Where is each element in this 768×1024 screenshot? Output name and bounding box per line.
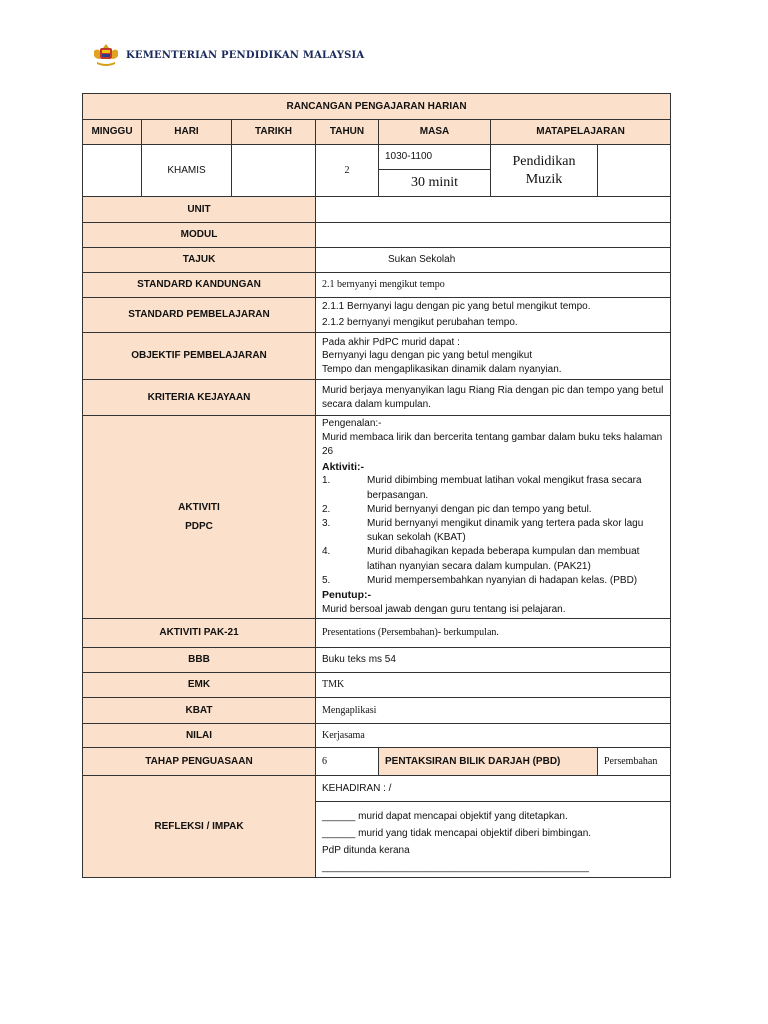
- label-tahap: TAHAP PENGUASAAN: [83, 748, 316, 776]
- label-bbb: BBB: [83, 648, 316, 673]
- label-aktiviti: [83, 416, 316, 619]
- aktiviti-item: [322, 574, 664, 588]
- label-pbd: PENTAKSIRAN BILIK DARJAH (PBD): [379, 748, 598, 776]
- ministry-name: KEMENTERIAN PENDIDIKAN MALAYSIA: [126, 49, 365, 61]
- col-header-masa: MASA: [379, 120, 491, 145]
- tarikh-value: [232, 145, 316, 197]
- refleksi-line-3: PdP ditunda kerana ________________________________________________: [322, 845, 589, 874]
- pengenalan-heading: Pengenalan:-: [322, 418, 382, 429]
- label-modul: MODUL: [83, 223, 316, 248]
- aktiviti-value: [316, 416, 671, 619]
- label-aktiviti-line-1: AKTIVITI: [178, 502, 220, 514]
- aktiviti-item-number: 4.: [322, 546, 331, 558]
- aktiviti-item-number: 2.: [322, 503, 331, 515]
- sp-line-1: 2.1.1 Bernyanyi lagu dengan pic yang betul mengikut tempo.: [322, 301, 591, 312]
- label-kbat: KBAT: [83, 698, 316, 724]
- table-title: RANCANGAN PENGAJARAN HARIAN: [83, 94, 671, 120]
- label-refleksi: REFLEKSI / IMPAK: [83, 776, 316, 878]
- kbat-value: Mengaplikasi: [316, 698, 671, 724]
- aktiviti-heading: Aktiviti:-: [322, 460, 364, 473]
- subject-extra: [598, 145, 671, 197]
- pbd-value: Persembahan: [598, 748, 671, 776]
- tajuk-value: Sukan Sekolah: [316, 248, 671, 273]
- aktiviti-item-number: 1.: [322, 475, 331, 487]
- col-header-matapelajaran: MATAPELAJARAN: [491, 120, 671, 145]
- kriteria-value: Murid berjaya menyanyikan lagu Riang Ria dengan pic dan tempo yang betul secara dalam kumpulan.: [316, 380, 671, 416]
- aktiviti-item: [322, 503, 664, 517]
- standard-pembelajaran-value: [316, 298, 671, 333]
- bbb-value: Buku teks ms 54: [316, 648, 671, 673]
- pak21-value: Presentations (Persembahan)- berkumpulan.: [316, 619, 671, 648]
- masa-duration: 30 minit: [379, 170, 491, 197]
- tahun-value: 2: [316, 145, 379, 197]
- label-kriteria: KRITERIA KEJAYAAN: [83, 380, 316, 416]
- label-pak21: AKTIVITI PAK-21: [83, 619, 316, 648]
- aktiviti-item-text: Murid dibimbing membuat latihan vokal mengikut frasa secara berpasangan.: [367, 475, 642, 501]
- aktiviti-item-text: Murid mempersembahkan nyanyian di hadapan kelas. (PBD): [367, 574, 638, 586]
- label-objektif: OBJEKTIF PEMBELAJARAN: [83, 333, 316, 380]
- lesson-plan-table: [82, 93, 671, 878]
- refleksi-line-1: ______ murid dapat mencapai objektif yang ditetapkan.: [322, 811, 568, 823]
- masa-time: 1030-1100: [379, 145, 491, 170]
- label-emk: EMK: [83, 673, 316, 698]
- refleksi-value: [316, 802, 671, 878]
- label-standard-pembelajaran: STANDARD PEMBELAJARAN: [83, 298, 316, 333]
- col-header-tahun: TAHUN: [316, 120, 379, 145]
- penutup-text: Murid bersoal jawab dengan guru tentang isi pelajaran.: [322, 603, 566, 615]
- ministry-crest-icon: [92, 42, 120, 68]
- tahap-value: 6: [316, 748, 379, 776]
- subject-value: Pendidikan Muzik: [491, 145, 598, 197]
- unit-value: [316, 197, 671, 223]
- col-header-tarikh: TARIKH: [232, 120, 316, 145]
- page-header: [92, 42, 364, 68]
- sp-line-2: 2.1.2 bernyanyi mengikut perubahan tempo.: [322, 317, 518, 328]
- col-header-minggu: MINGGU: [83, 120, 142, 145]
- aktiviti-item-number: 5.: [322, 574, 331, 586]
- obj-line-2: Bernyanyi lagu dengan pic yang betul mengikut: [322, 350, 533, 362]
- label-standard-kandungan: STANDARD KANDUNGAN: [83, 273, 316, 298]
- label-tajuk: TAJUK: [83, 248, 316, 273]
- pengenalan-text: Murid membaca lirik dan bercerita tentang gambar dalam buku teks halaman 26: [322, 432, 663, 458]
- emk-value: TMK: [316, 673, 671, 698]
- label-aktiviti-line-2: PDPC: [185, 521, 213, 533]
- modul-value: [316, 223, 671, 248]
- aktiviti-item-number: 3.: [322, 518, 331, 530]
- kehadiran-value: KEHADIRAN : /: [316, 776, 671, 802]
- label-nilai: NILAI: [83, 724, 316, 748]
- obj-line-3: Tempo dan mengaplikasikan dinamik dalam nyanyian.: [322, 363, 562, 375]
- objektif-value: [316, 333, 671, 380]
- aktiviti-item-text: Murid dibahagikan kepada beberapa kumpulan dan membuat latihan nyanyian secara dalam kumpulan. (PAK21): [367, 546, 640, 572]
- col-header-hari: HARI: [142, 120, 232, 145]
- label-unit: UNIT: [83, 197, 316, 223]
- obj-line-1: Pada akhir PdPC murid dapat :: [322, 336, 460, 348]
- aktiviti-item: [322, 545, 664, 573]
- minggu-value: [83, 145, 142, 197]
- hari-value: KHAMIS: [142, 145, 232, 197]
- aktiviti-list: [322, 474, 664, 588]
- aktiviti-item: [322, 517, 664, 545]
- aktiviti-item: [322, 474, 664, 502]
- aktiviti-item-text: Murid bernyanyi dengan pic dan tempo yang betul.: [367, 503, 592, 515]
- refleksi-line-2: ______ murid yang tidak mencapai objektif diberi bimbingan.: [322, 828, 592, 840]
- nilai-value: Kerjasama: [316, 724, 671, 748]
- standard-kandungan-value: 2.1 bernyanyi mengikut tempo: [316, 273, 671, 298]
- penutup-heading: Penutup:-: [322, 588, 371, 601]
- aktiviti-item-text: Murid bernyanyi mengikut dinamik yang tertera pada skor lagu sukan sekolah (KBAT): [367, 518, 644, 544]
